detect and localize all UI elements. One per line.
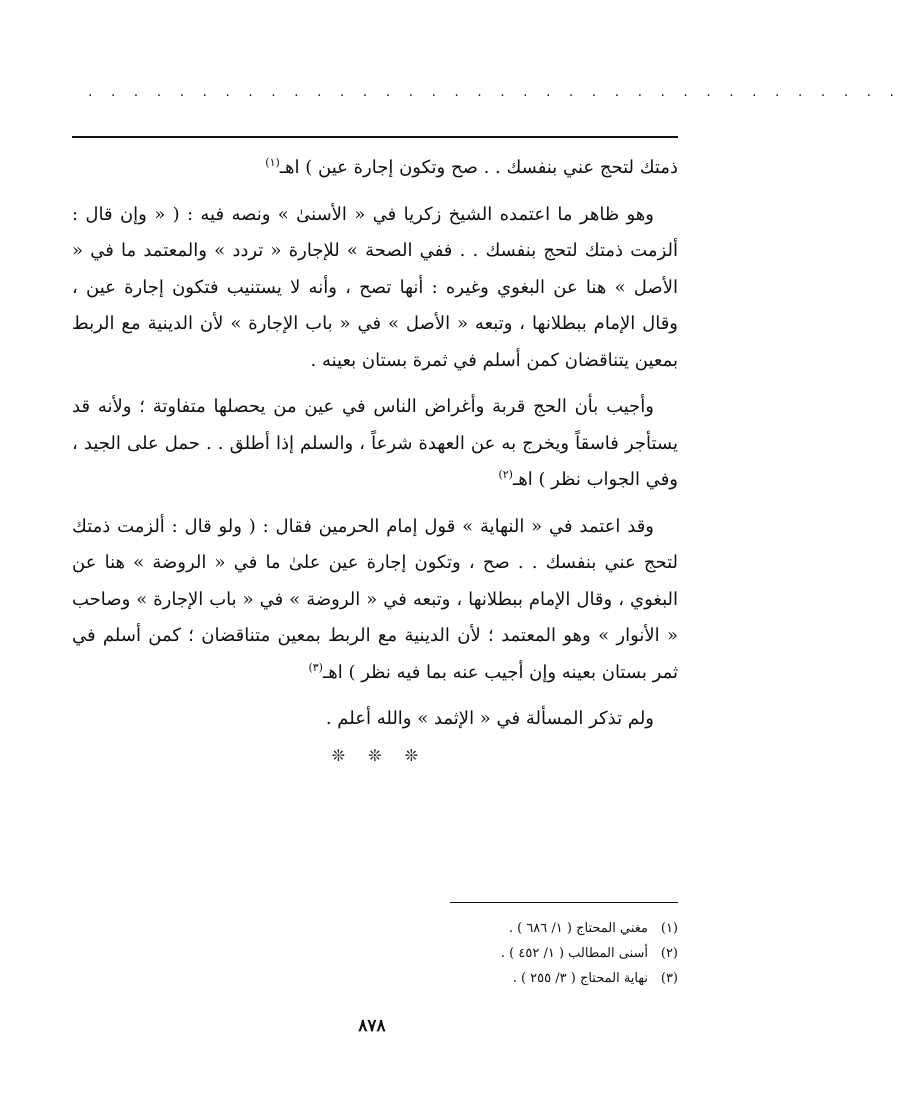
- footnote-item: [300, 916, 678, 941]
- page-number: ٨٧٨: [358, 1016, 386, 1036]
- paragraph-2-text: وهو ظاهر ما اعتمده الشيخ زكريا في « الأسنىٰ » ونصه فيه : ( « وإن قال : ألزمت ذمتك لتحج بنفسك . . ففي الصحة » للإجارة « تردد » والمعتمد ما في « الأصل » هنا عن البغوي وغيره : أنها تصح ، وأنه لا يستنيب فتكون إجارة عين ، وقال الإمام ببطلانها ، وتبعه « الأصل » في « باب الإجارة » لأن الدينية مع الربط بمعين يتناقضان كمن أسلم في ثمرة بستان بعينه .: [72, 203, 678, 371]
- section-separator: ❊ ❊ ❊: [331, 746, 419, 765]
- paragraph-4: [72, 509, 678, 692]
- footnote-text: نهاية المحتاج ( ٣/ ٢٥٥ ) .: [512, 971, 648, 986]
- paragraph-1: [72, 150, 678, 187]
- header-rule: [72, 136, 678, 138]
- paragraph-2: [72, 197, 678, 380]
- paragraph-1-text: ذمتك لتحج عني بنفسك . . صح وتكون إجارة عين ) اهـ: [279, 157, 678, 178]
- paragraph-5: [72, 701, 678, 738]
- header-dotted-line: . . . . . . . . . . . . . . . . . . . . . . . . . . . . . . . . . . . .: [88, 84, 901, 100]
- main-text: [72, 150, 678, 748]
- footnote-rule: [450, 902, 678, 903]
- paragraph-3: [72, 389, 678, 499]
- footnote-text: أسنى المطالب ( ١/ ٤٥٢ ) .: [500, 946, 648, 961]
- footnotes: [300, 916, 678, 991]
- footnote-item: [300, 966, 678, 991]
- footnote-item: [300, 941, 678, 966]
- footnote-text: مغني المحتاج ( ١/ ٦٨٦ ) .: [508, 921, 648, 936]
- footnote-ref-1[interactable]: (١): [265, 156, 280, 169]
- paragraph-5-text: ولم تذكر المسألة في « الإثمد » والله أعلم .: [325, 708, 654, 729]
- footnote-ref-3[interactable]: (٣): [308, 660, 323, 674]
- paragraph-4-text: وقد اعتمد في « النهاية » قول إمام الحرمين فقال : ( ولو قال : ألزمت ذمتك لتحج عني بنفسك . . صح ، وتكون إجارة عين علىٰ ما في « الروضة » هنا عن البغوي ، وقال الإمام ببطلانها ، وتبعه في « الروضة » في « باب الإجارة » وصاحب « الأنوار » وهو المعتمد ؛ لأن الدينية مع الربط بمعين متناقضان ؛ كمن أسلم في ثمر بستان بعينه وإن أجيب عنه بما فيه نظر ) اهـ: [72, 515, 678, 683]
- footnote-number: (٣): [660, 971, 678, 986]
- footnote-number: (٢): [660, 946, 678, 961]
- footnote-ref-2[interactable]: (٢): [498, 468, 513, 481]
- footnote-number: (١): [660, 921, 678, 936]
- paragraph-3-text: وأجيب بأن الحج قربة وأغراض الناس في عين من يحصلها متفاوتة ؛ ولأنه قد يستأجر فاسقاً ويخرج به عن العهدة شرعاً ، والسلم إذا أطلق . . حمل على الجيد ، وفي الجواب نظر ) اهـ: [72, 396, 678, 490]
